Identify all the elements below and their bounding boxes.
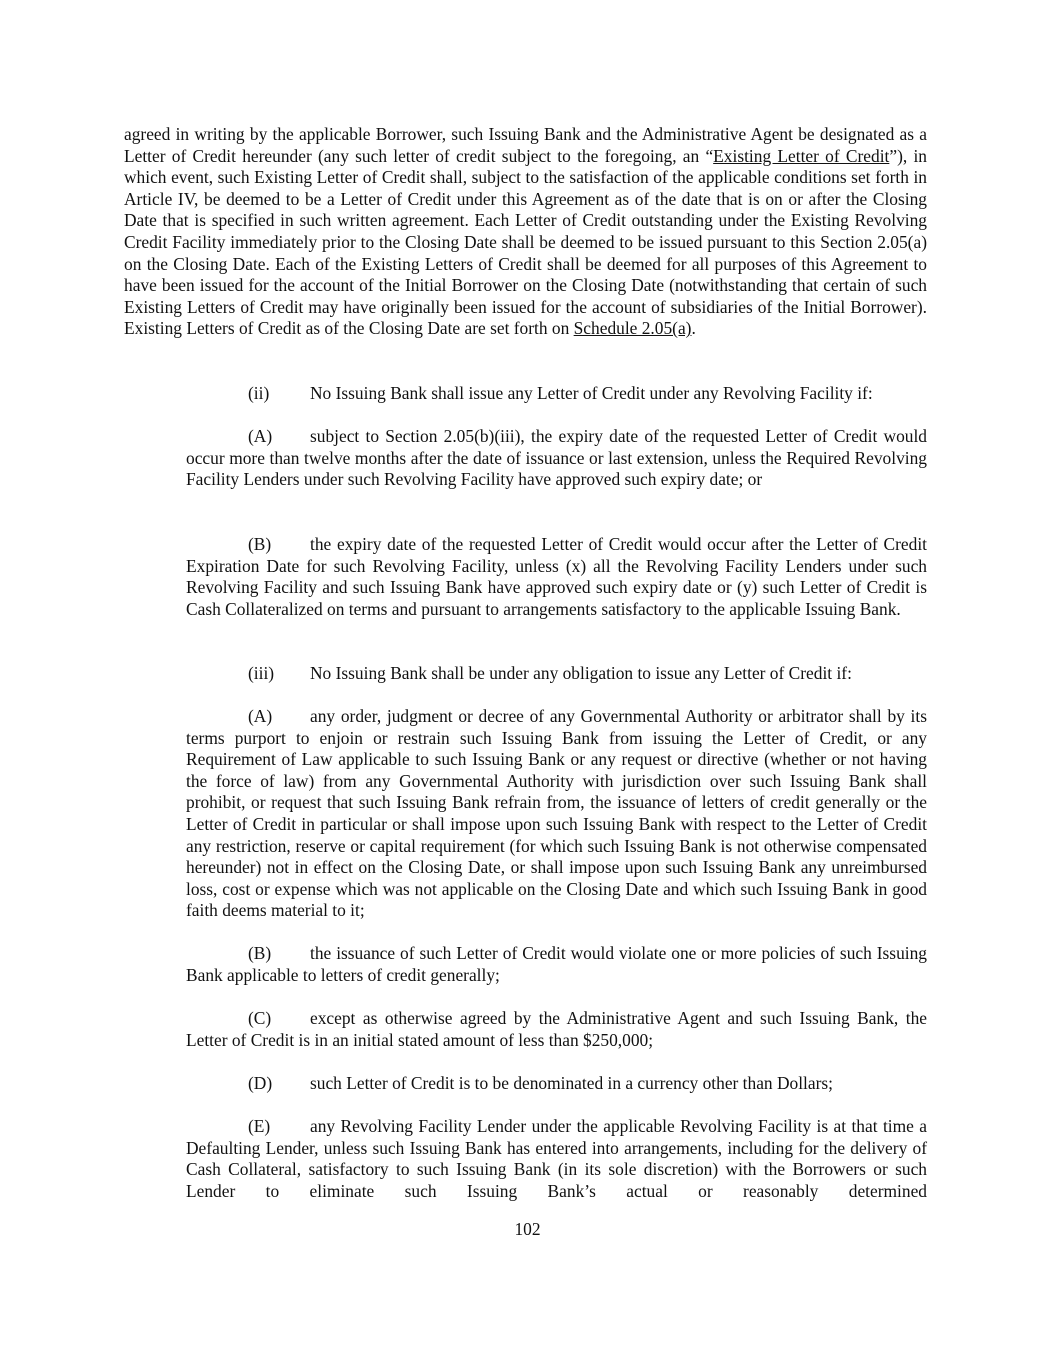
clause-label: (A) xyxy=(248,706,273,726)
clause-iii-a xyxy=(186,706,927,922)
clause-iii-b xyxy=(186,943,927,986)
clause-text: subject to Section 2.05(b)(iii), the expiry date of the requested Letter of Credit would occur more than twelve months after the date of issuance or last extension, unless the Required Revolving Facility Lenders under such Revolving Facility have approved such expiry date; or xyxy=(186,426,927,490)
clause-label: (iii) xyxy=(248,663,275,683)
clause-label: (B) xyxy=(248,943,272,963)
clause-ii-a xyxy=(186,426,927,491)
clause-text: any order, judgment or decree of any Governmental Authority or arbitrator shall by its terms purport to enjoin or restrain such Issuing Bank from issuing the Letter of Credit, or any Requirement of Law applicable to such Issuing Bank or any request or directive (whether or not having the force of law) from any Governmental Authority with jurisdiction over such Issuing Bank shall prohibit, or request that such Issuing Bank refrain from, the issuance of letters of credit generally or the Letter of Credit in particular or shall impose upon such Issuing Bank with respect to the Letter of Credit any restriction, reserve or capital requirement (for which such Issuing Bank is not otherwise compensated hereunder) not in effect on the Closing Date, or shall impose upon such Issuing Bank any unreimbursed loss, cost or expense which was not applicable on the Closing Date and which such Issuing Bank in good faith deems material to it; xyxy=(186,706,927,921)
clause-text: except as otherwise agreed by the Administrative Agent and such Issuing Bank, the Letter of Credit is in an initial stated amount of less than $250,000; xyxy=(186,1008,927,1050)
clause-text: No Issuing Bank shall issue any Letter of Credit under any Revolving Facility if: xyxy=(310,383,873,403)
clause-iii-d xyxy=(186,1073,927,1095)
defined-term-existing-letter-of-credit: Existing Letter of Credit xyxy=(713,145,890,166)
clause-iii-e xyxy=(186,1116,927,1202)
clause-label: (ii) xyxy=(248,383,270,403)
paragraph-existing-letters-of-credit xyxy=(124,124,927,340)
clause-label: (B) xyxy=(248,534,272,554)
clause-label: (E) xyxy=(248,1116,271,1136)
clause-label: (D) xyxy=(248,1073,273,1093)
clause-label: (A) xyxy=(248,426,273,446)
schedule-reference: Schedule 2.05(a) xyxy=(573,318,692,339)
clause-ii-b xyxy=(186,534,927,620)
clause-label: (C) xyxy=(248,1008,272,1028)
clause-iii xyxy=(124,663,927,685)
clause-iii-c xyxy=(186,1008,927,1051)
clause-text: the expiry date of the requested Letter of Credit would occur after the Letter of Credit Expiration Date for such Revolving Facility, unless (x) all the Revolving Facility Lenders under such Revolving Facility and such Issuing Bank have approved such expiry date or (y) such Letter of Credit is Cash Collateralized on terms and pursuant to arrangements satisfactory to the applicable Issuing Bank. xyxy=(186,534,927,619)
clause-text: any Revolving Facility Lender under the applicable Revolving Facility is at that time a Defaulting Lender, unless such Issuing Bank has entered into arrangements, including for the delivery of Cash Collateral, satisfactory to such Issuing Bank (in its sole discretion) with the Borrowers or such Lender to eliminate such Issuing Bank’s actual or reasonably determined xyxy=(186,1116,927,1201)
clause-text: the issuance of such Letter of Credit would violate one or more policies of such Issuing Bank applicable to letters of credit generally; xyxy=(186,943,927,985)
clause-text: No Issuing Bank shall be under any obligation to issue any Letter of Credit if: xyxy=(310,663,852,683)
paragraph-end: . xyxy=(691,318,696,339)
clause-text: such Letter of Credit is to be denominated in a currency other than Dollars; xyxy=(310,1073,834,1093)
page-number: 102 xyxy=(514,1219,541,1239)
paragraph-text: ”), in which event, such Existing Letter of Credit shall, subject to the satisfaction of the applicable conditions set forth in Article IV, be deemed to be a Letter of Credit under this Agreement as of the date that is on or after the Closing Date that is specified in such written agreement. Each Letter of Credit outstanding under the Existing Revolving Credit Facility immediately prior to the Closing Date shall be deemed to be issued pursuant to this Section 2.05(a) on the Closing Date. Each of the Existing Letters of Credit shall be deemed for all purposes of this Agreement to have been issued for the account of the Initial Borrower on the Closing Date (notwithstanding that certain of such Existing Letters of Credit may have originally been issued for the account of subsidiaries of the Initial Borrower). Existing Letters of Credit as of the Closing Date are set forth on xyxy=(124,145,927,339)
paragraph-text: agreed in writing by the applicable Borrower, such Issuing Bank and the Administrative Agent be designated as a Letter of Credit hereunder (any such letter of credit subject to the foregoing, an “ xyxy=(124,124,927,166)
clause-ii xyxy=(124,383,927,405)
